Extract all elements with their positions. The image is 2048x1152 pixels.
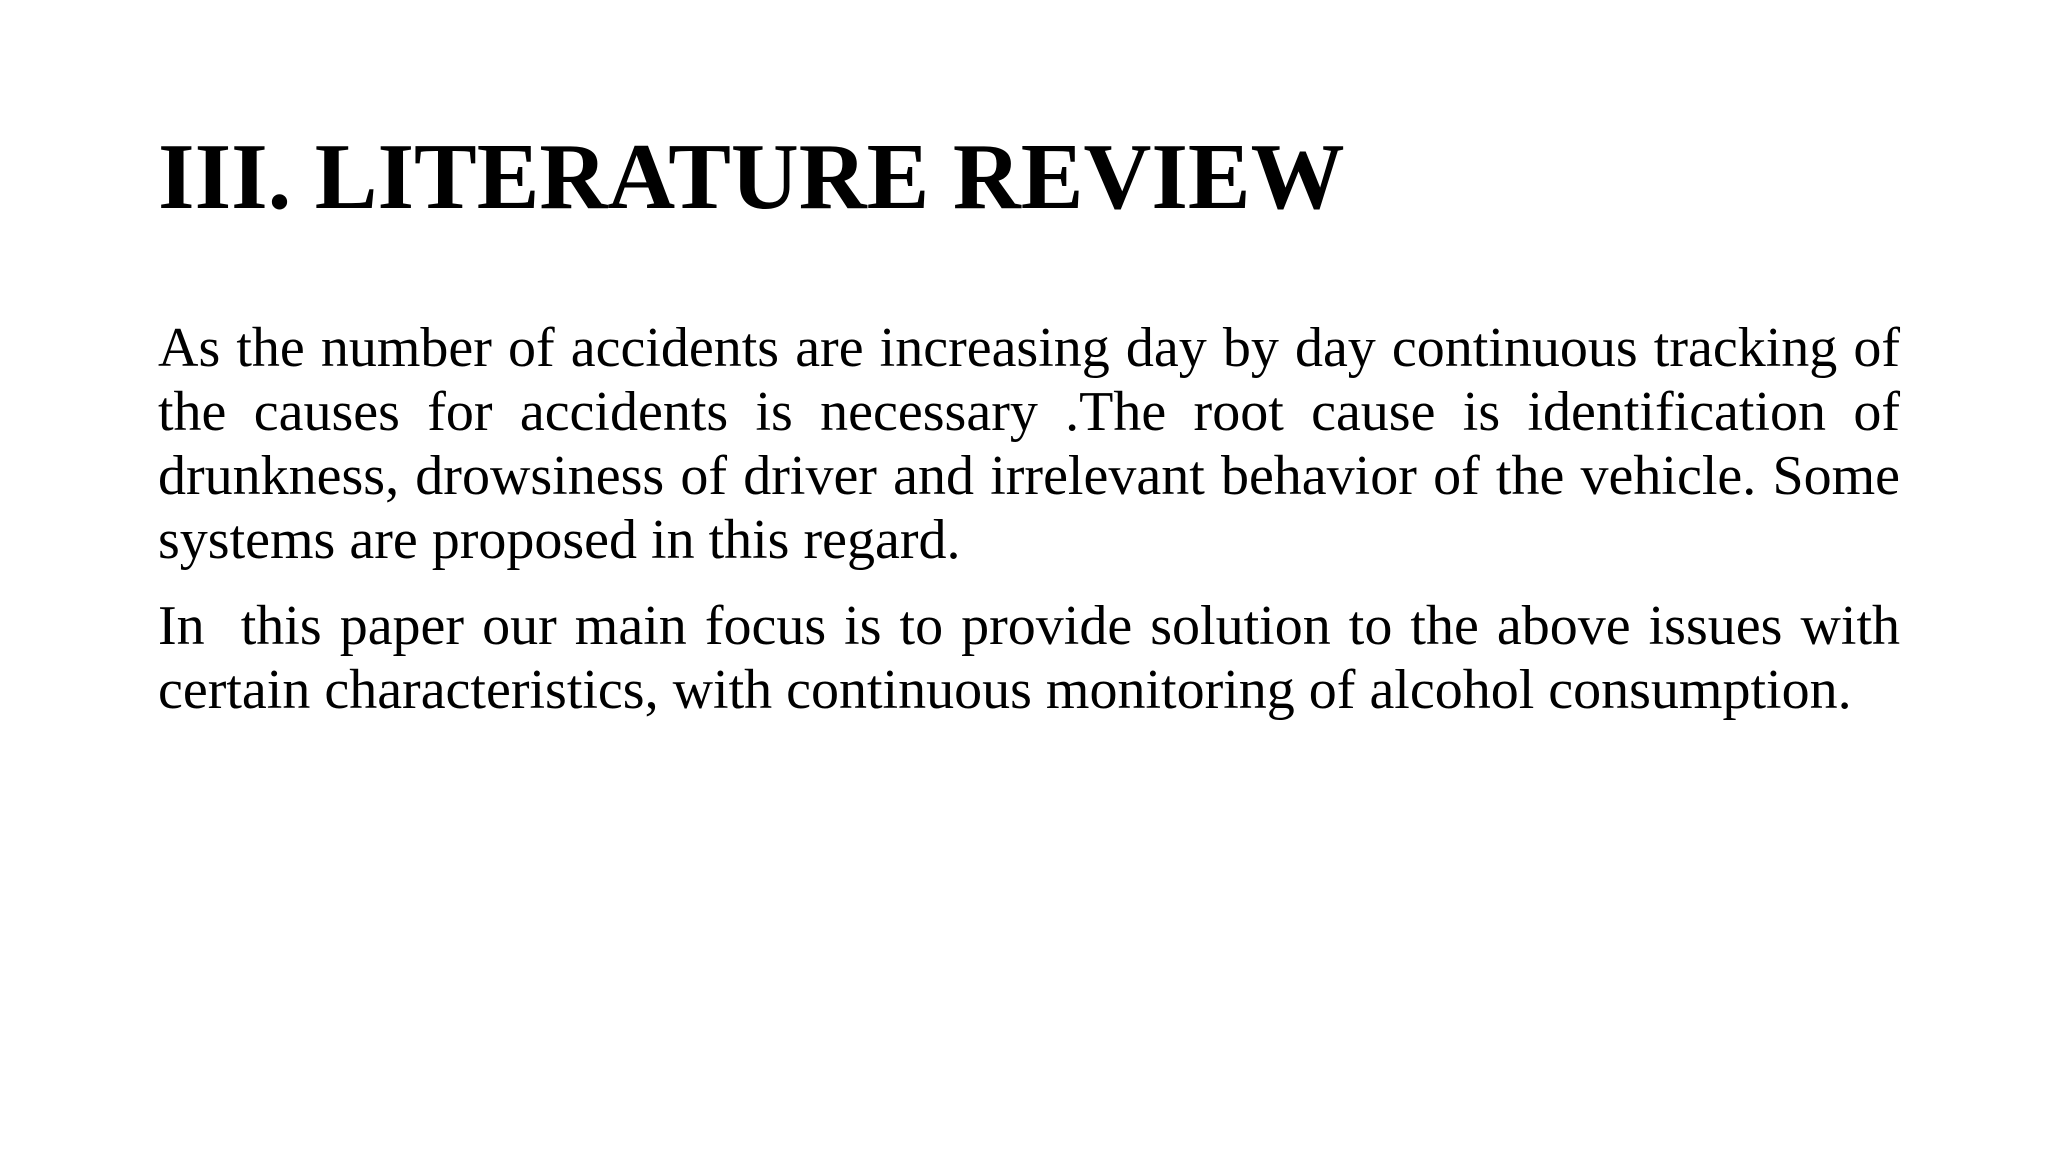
slide-body [158,316,1914,722]
slide-title: III. LITERATURE REVIEW [158,125,1345,229]
body-paragraph-1: As the number of accidents are increasing day by day continuous tracking of the causes for accidents is necessary .The root cause is identification of drunkness, drowsiness of driver and irrelevant behavior of the vehicle. Some systems are proposed in this regard. [158,317,1914,571]
body-paragraph-2: In this paper our main focus is to provide solution to the above issues with certain characteristics, with continuous monitoring of alcohol consumption. [158,595,1914,721]
